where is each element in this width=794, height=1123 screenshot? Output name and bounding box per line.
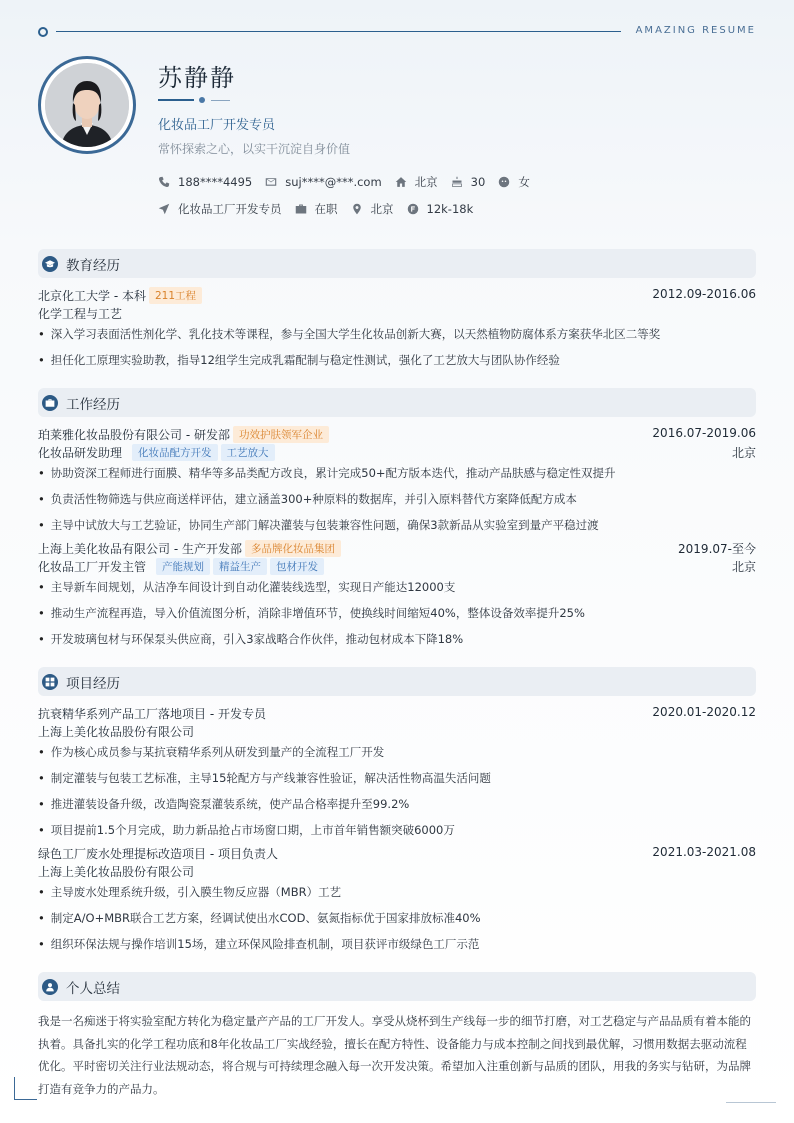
status-value: 在职 [314, 202, 338, 216]
education-date: 2012.09-2016.06 [652, 287, 756, 301]
role-name: 化妆品工厂开发主管 [38, 560, 147, 574]
user-icon [42, 979, 58, 995]
list-item: • 主导新车间规划，从洁净车间设计到自动化灌装线选型，实现日产能达12000支 [38, 579, 756, 595]
home-value: 北京 [414, 175, 438, 189]
job-title: 化妆品工厂开发专员 [158, 118, 276, 133]
job-date: 2016.07-2019.06 [652, 426, 756, 440]
age-value: 30 [470, 175, 486, 189]
position-item [158, 201, 282, 217]
list-item: • 担任化工原理实验助教，指导12组学生完成乳霜配制与稳定性测试，强化了工艺放大与团队协作经验 [38, 352, 756, 368]
position-value: 化妆品工厂开发专员 [178, 202, 282, 216]
job-date: 2019.07-至今 [678, 542, 756, 556]
coin-icon [407, 203, 419, 215]
job-city: 北京 [731, 560, 756, 574]
status-item [295, 201, 338, 217]
city-value: 北京 [370, 202, 394, 216]
role-name: 化妆品研发助理 [38, 446, 123, 460]
avatar [38, 56, 136, 154]
job-company-row [38, 540, 756, 557]
project-date: 2021.03-2021.08 [652, 845, 756, 859]
list-item: • 推动生产流程再造，导入价值流图分析，消除非增值环节，使换线时间缩短40%，整体设备效率提升25% [38, 605, 756, 621]
cake-icon [451, 176, 463, 188]
salary-value: 12k-18k [426, 202, 474, 216]
name-underline [158, 96, 238, 104]
email-item [265, 175, 381, 189]
home-icon [395, 176, 407, 188]
phone-item [158, 175, 252, 189]
intent-row [158, 201, 486, 217]
section-header-summary [38, 972, 756, 1001]
brand-label: AMAZING RESUME [635, 25, 756, 36]
candidate-name: 苏静静 [158, 64, 236, 92]
company-name: 上海上美化妆品有限公司 - 生产开发部 [38, 542, 242, 556]
section-header-projects [38, 667, 756, 696]
list-item: • 推进灌装设备升级，改造陶瓷泵灌装系统，使产品合格率提升至99.2% [38, 796, 756, 812]
footer-line [726, 1102, 776, 1103]
list-item: • 组织环保法规与操作培训15场，建立环保风险排查机制，项目获评市级绿色工厂示范 [38, 936, 756, 952]
role-tag: 产能规划 [156, 558, 210, 575]
briefcase-icon [42, 395, 58, 411]
project-name: 绿色工厂废水处理提标改造项目 - 项目负责人 [38, 847, 278, 861]
motto: 常怀探索之心，以实干沉淀自身价值 [158, 142, 351, 156]
gender-value: 女 [518, 175, 530, 189]
list-item: • 开发玻璃包材与环保泵头供应商，引入3家战略合作伙伴，推动包材成本下降18% [38, 631, 756, 647]
graduation-cap-icon [42, 256, 58, 272]
section-title: 个人总结 [66, 980, 120, 997]
list-item: • 深入学习表面活性剂化学、乳化技术等课程，参与全国大学生化妆品创新大赛，以天然植物防腐体系方案获华北区二等奖 [38, 326, 756, 342]
list-item: • 负责活性物筛选与供应商送样评估，建立涵盖300+种原料的数据库，并引入原料替代方案降低配方成本 [38, 491, 756, 507]
divider-line [56, 31, 621, 32]
project-row [38, 845, 756, 862]
role-tag: 化妆品配方开发 [132, 444, 218, 461]
section-header-work [38, 388, 756, 417]
home-item [395, 174, 438, 190]
list-item: • 制定灌装与包装工艺标准，主导15轮配方与产线兼容性验证，解决活性物高温失活问题 [38, 770, 756, 786]
section-title: 项目经历 [66, 675, 120, 692]
role-tag: 精益生产 [213, 558, 267, 575]
project-company: 上海上美化妆品股份有限公司 [38, 725, 195, 739]
list-item: • 作为核心成员参与某抗衰精华系列从研发到量产的全流程工厂开发 [38, 744, 756, 760]
project-name: 抗衰精华系列产品工厂落地项目 - 开发专员 [38, 707, 266, 721]
grid-icon [42, 674, 58, 690]
location-pin-icon [351, 203, 363, 215]
education-school-row [38, 287, 756, 304]
profile-photo [45, 63, 129, 147]
city-item [351, 201, 394, 217]
company-tag: 多品牌化妆品集团 [245, 540, 341, 557]
section-title: 教育经历 [66, 257, 120, 274]
list-item: • 主导中试放大与工艺验证，协同生产部门解决灌装与包装兼容性问题，确保3款新品从实验室到量产平稳过渡 [38, 517, 756, 533]
section-header-education [38, 249, 756, 278]
salary-item [407, 202, 474, 216]
phone-value: 188****4495 [178, 175, 253, 189]
age-item [451, 175, 486, 189]
mail-icon [265, 176, 277, 188]
list-item: • 制定A/O+MBR联合工艺方案，经调试使出水COD、氨氮指标优于国家排放标准40% [38, 910, 756, 926]
company-tag: 功效护肤领军企业 [233, 426, 329, 443]
top-decoration [38, 26, 756, 38]
job-role-row [38, 444, 756, 461]
project-date: 2020.01-2020.12 [652, 705, 756, 719]
send-icon [158, 203, 170, 215]
contact-row [158, 174, 543, 190]
gender-icon [498, 176, 510, 188]
corner-ornament [14, 1077, 37, 1100]
job-company-row [38, 426, 756, 443]
list-item: • 主导废水处理系统升级，引入膜生物反应器（MBR）工艺 [38, 884, 756, 900]
summary-text: 我是一名痴迷于将实验室配方转化为稳定量产产品的工厂开发人。享受从烧杯到生产线每一步的细节打磨，对工艺稳定与产品品质有着本能的执着。具备扎实的化学工程功底和8年化妆品工厂实战经验，擅长在配方特性、设备能力与成本控制之间找到最优解，习惯用数据去驱动流程优化。平时密切关注行业法规动态，将合规与可持续理念融入每一次开发决策。希望加入注重创新与品质的团队，用我的务实与钻研，为品牌打造有竞争力的产品力。 [38, 1014, 751, 1096]
role-tag: 包材开发 [270, 558, 324, 575]
project-row [38, 705, 756, 722]
list-item: • 项目提前1.5个月完成，助力新品抢占市场窗口期，上市首年销售额突破6000万 [38, 822, 756, 838]
project-company: 上海上美化妆品股份有限公司 [38, 865, 195, 879]
ring-ornament [38, 27, 48, 37]
job-city: 北京 [731, 446, 756, 460]
company-name: 珀莱雅化妆品股份有限公司 - 研发部 [38, 428, 230, 442]
section-title: 工作经历 [66, 396, 120, 413]
phone-icon [158, 176, 170, 188]
school-tag: 211工程 [149, 287, 202, 304]
education-major: 化学工程与工艺 [38, 307, 123, 321]
school-name: 北京化工大学 - 本科 [38, 289, 146, 303]
job-role-row [38, 558, 756, 575]
role-tag: 工艺放大 [221, 444, 275, 461]
briefcase-icon [295, 203, 307, 215]
email-value: suj****@***.com [285, 175, 382, 189]
gender-item [498, 174, 530, 190]
list-item: • 协助资深工程师进行面膜、精华等多品类配方改良，累计完成50+配方版本迭代，推动产品肤感与稳定性双提升 [38, 465, 756, 481]
